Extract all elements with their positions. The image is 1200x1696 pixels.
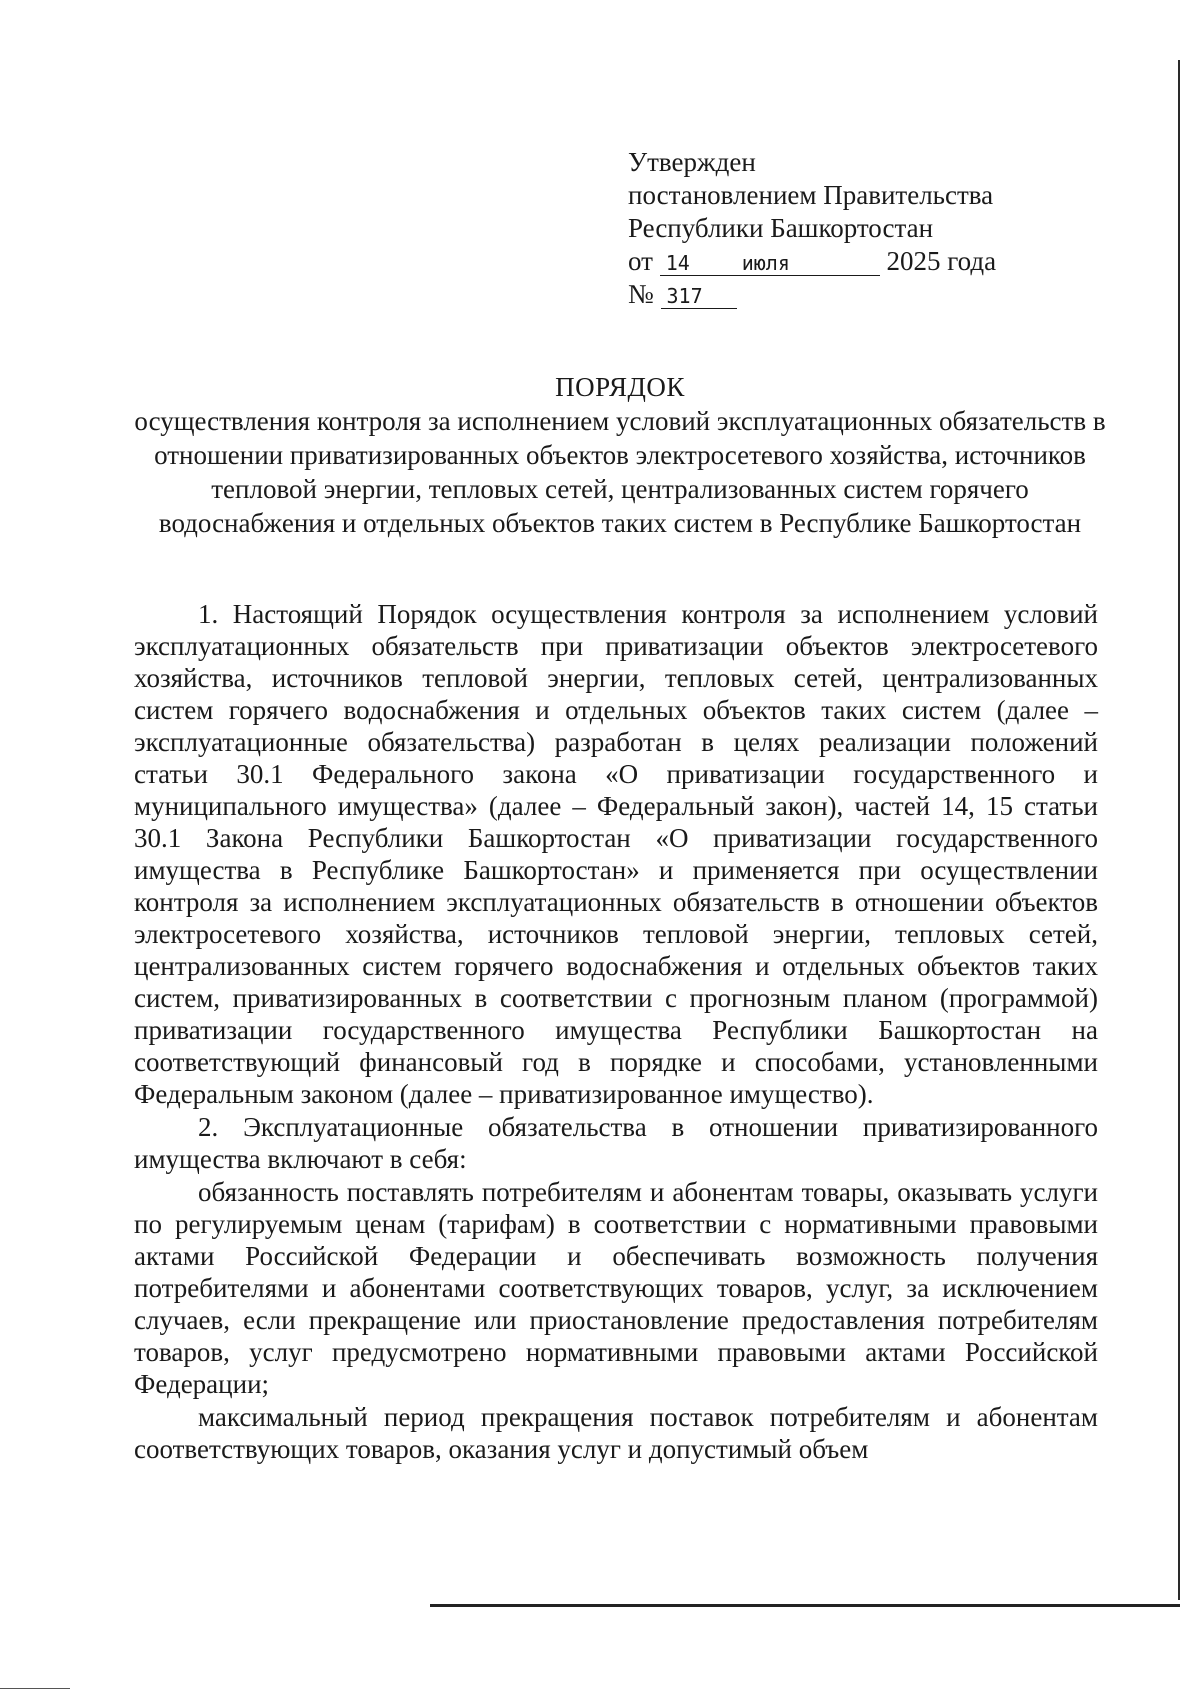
approval-line-resolution: постановлением Правительства [628, 180, 994, 210]
paragraph-1: 1. Настоящий Порядок осуществления контроля за исполнением условий эксплуатационных обязательств при приватизации объектов электросетевого хозяйства, источников тепловой энергии, тепловых сетей, централизованных систем горячего водоснабжения и отдельных объектов таких систем (далее – эксплуатационные обязательства) разработан в целях реализации положений статьи 30.1 Федерального закона «О приватизации государственного и муниципального имущества» (далее – Федеральный закон), частей 14, 15 статьи 30.1 Закона Республики Башкортостан «О приватизации государственного имущества в Республике Башкортостан» и применяется при осуществлении контроля за исполнением эксплуатационных обязательств в отношении объектов электросетевого хозяйства, источников тепловой энергии, тепловых сетей, централизованных систем горячего водоснабжения и отдельных объектов таких систем, приватизированных в соответствии с прогнозным планом (программой) приватизации государственного имущества Республики Башкортостан на соответствующий финансовый год в порядке и способами, установленными Федеральным законом (далее – приватизированное имущество). [134, 599, 1098, 1109]
date-month-field: июля [726, 251, 880, 276]
approval-block [628, 146, 1068, 311]
number-prefix: № [628, 279, 654, 309]
document-subtitle: осуществления контроля за исполнением условий эксплуатационных обязательств в отношении приватизированных объектов электросетевого хозяйства, источников тепловой энергии, тепловых сетей, централизованных систем горячего водоснабжения и отдельных объектов таких систем в Республике Башкортостан [134, 406, 1106, 538]
scan-edge-line [1178, 60, 1180, 1600]
number-field: 317 [661, 284, 737, 309]
approval-line-republic: Республики Башкортостан [628, 213, 934, 243]
scan-mark [0, 1688, 70, 1689]
date-year: 2025 года [886, 246, 997, 276]
paragraph-3: обязанность поставлять потребителям и абонентам товары, оказывать услуги по регулируемым ценам (тарифам) в соответствии с нормативными правовыми актами Российской Федерации и обеспечивать возможность получения потребителями и абонентами соответствующих товаров, услуг, за исключением случаев, если прекращение или приостановление предоставления потребителям товаров, услуг предусмотрено нормативными правовыми актами Российской Федерации; [134, 1177, 1098, 1399]
approval-date-line [628, 245, 1068, 278]
title-block [120, 370, 1120, 540]
approval-number-line [628, 278, 1068, 311]
paragraph-2: 2. Эксплуатационные обязательства в отношении приватизированного имущества включают в себя: [134, 1112, 1098, 1174]
date-prefix: от [628, 246, 653, 276]
approval-line-approved: Утвержден [628, 147, 756, 177]
paragraph-4: максимальный период прекращения поставок потребителям и абонентам соответствующих товаров, оказания услуг и допустимый объем [134, 1402, 1098, 1464]
bottom-rule [430, 1604, 1180, 1607]
date-day-field: 14 [660, 251, 726, 276]
document-body [134, 598, 1098, 1465]
document-title: ПОРЯДОК [555, 372, 685, 402]
